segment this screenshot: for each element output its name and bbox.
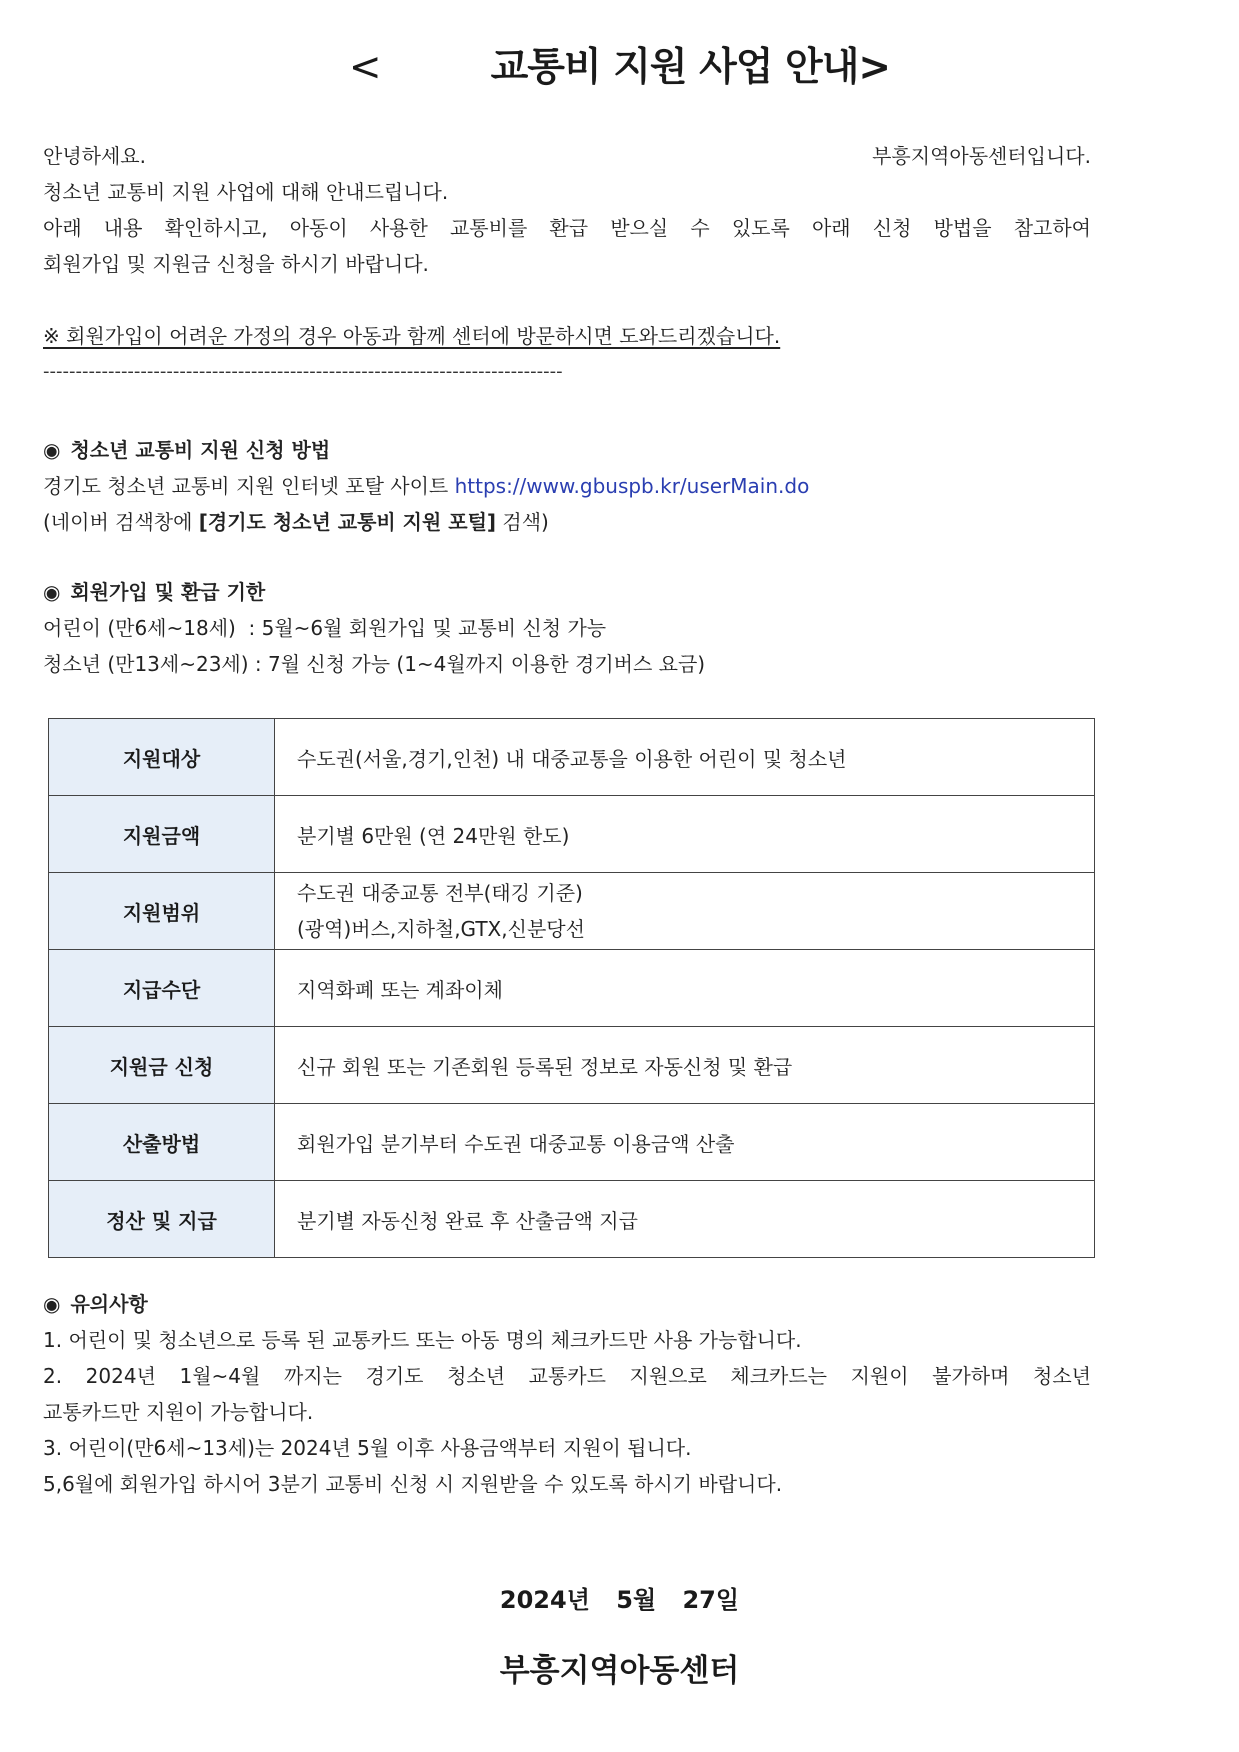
table-row [49, 1027, 1095, 1104]
row-value: 신규 회원 또는 기존회원 등록된 정보로 자동신청 및 환급 [275, 1027, 1095, 1104]
table-row [49, 796, 1095, 873]
document-title [0, 36, 1239, 92]
bullet-icon: ◉ [43, 438, 61, 462]
deadline-heading [43, 578, 265, 606]
caution-line-1: 1. 어린이 및 청소년으로 등록 된 교통카드 또는 아동 명의 체크카드만 사용 가능합니다. [43, 1328, 802, 1352]
apply-heading [43, 436, 330, 464]
table-row [49, 873, 1095, 950]
caution-heading-text: 유의사항 [70, 1292, 148, 1316]
organization-name: 부흥지역아동센터 [499, 1653, 740, 1689]
apply-portal-line [43, 472, 809, 500]
title-left-bracket: < [348, 45, 381, 90]
deadline-line-1: 어린이 (만6세~18세) : 5월~6월 회원가입 및 교통비 신청 가능 [43, 616, 607, 640]
deadline-line-2: 청소년 (만13세~23세) : 7월 신청 가능 (1~4월까지 이용한 경기버스 요금) [43, 652, 706, 676]
intro-line-4: 회원가입 및 지원금 신청을 하시기 바랍니다. [43, 252, 429, 276]
row-label: 지원범위 [49, 873, 275, 950]
table-row [49, 950, 1095, 1027]
caution-line-5: 5,6월에 회원가입 하시어 3분기 교통비 신청 시 지원받을 수 있도록 하시기 바랍니다. [43, 1472, 783, 1496]
apply-portal-text: 경기도 청소년 교통비 지원 인터넷 포탈 사이트 [43, 474, 455, 498]
title-text: 교통비 지원 사업 안내> [490, 45, 891, 90]
apply-heading-text: 청소년 교통비 지원 신청 방법 [70, 438, 331, 462]
search-keyword: [경기도 청소년 교통비 지원 포털] [198, 510, 497, 534]
caution-line-4: 3. 어린이(만6세~13세)는 2024년 5월 이후 사용금액부터 지원이 됩니다. [43, 1436, 692, 1460]
issue-date: 2024년 5월 27일 [499, 1586, 740, 1614]
intro-line-2: 청소년 교통비 지원 사업에 대해 안내드립니다. [43, 180, 449, 204]
apply-search-line: (네이버 검색창에 [경기도 청소년 교통비 지원 포털] 검색) [43, 510, 549, 534]
row-label: 지급수단 [49, 950, 275, 1027]
table-row [49, 1104, 1095, 1181]
row-label: 정산 및 지급 [49, 1181, 275, 1258]
portal-link[interactable]: https://www.gbuspb.kr/userMain.do [454, 474, 810, 498]
separator-line: -------------------------------------------------------------------------------- [43, 361, 563, 382]
row-value: 수도권(서울,경기,인천) 내 대중교통을 이용한 어린이 및 청소년 [275, 719, 1095, 796]
row-value-line: (광역)버스,지하철,GTX,신분당선 [297, 917, 585, 941]
row-value: 분기별 자동신청 완료 후 산출금액 지급 [275, 1181, 1095, 1258]
row-value-line: 수도권 대중교통 전부(태깅 기준) [297, 881, 583, 905]
row-label: 지원금액 [49, 796, 275, 873]
row-label: 산출방법 [49, 1104, 275, 1181]
table-row [49, 719, 1095, 796]
row-value: 지역화폐 또는 계좌이체 [275, 950, 1095, 1027]
visit-notice: ※ 회원가입이 어려운 가정의 경우 아동과 함께 센터에 방문하시면 도와드리겠습니다. [43, 324, 781, 348]
row-value: 분기별 6만원 (연 24만원 한도) [275, 796, 1095, 873]
intro-line-3: 아래 내용 확인하시고, 아동이 사용한 교통비를 환급 받으실 수 있도록 아래 신청 방법을 참고하여 [43, 216, 1091, 240]
bullet-icon: ◉ [43, 1292, 61, 1316]
caution-line-3: 교통카드만 지원이 가능합니다. [43, 1400, 314, 1424]
table-row [49, 1181, 1095, 1258]
caution-line-2: 2. 2024년 1월~4월 까지는 경기도 청소년 교통카드 지원으로 체크카드는 지원이 불가하며 청소년 [43, 1364, 1091, 1388]
row-value [275, 873, 1095, 950]
row-label: 지원금 신청 [49, 1027, 275, 1104]
row-value: 회원가입 분기부터 수도권 대중교통 이용금액 산출 [275, 1104, 1095, 1181]
caution-heading [43, 1290, 148, 1318]
support-info-table [48, 718, 1095, 1258]
intro-line-1: 안녕하세요. 부흥지역아동센터입니다. [43, 144, 1091, 168]
row-label: 지원대상 [49, 719, 275, 796]
bullet-icon: ◉ [43, 580, 61, 604]
deadline-heading-text: 회원가입 및 환급 기한 [70, 580, 266, 604]
